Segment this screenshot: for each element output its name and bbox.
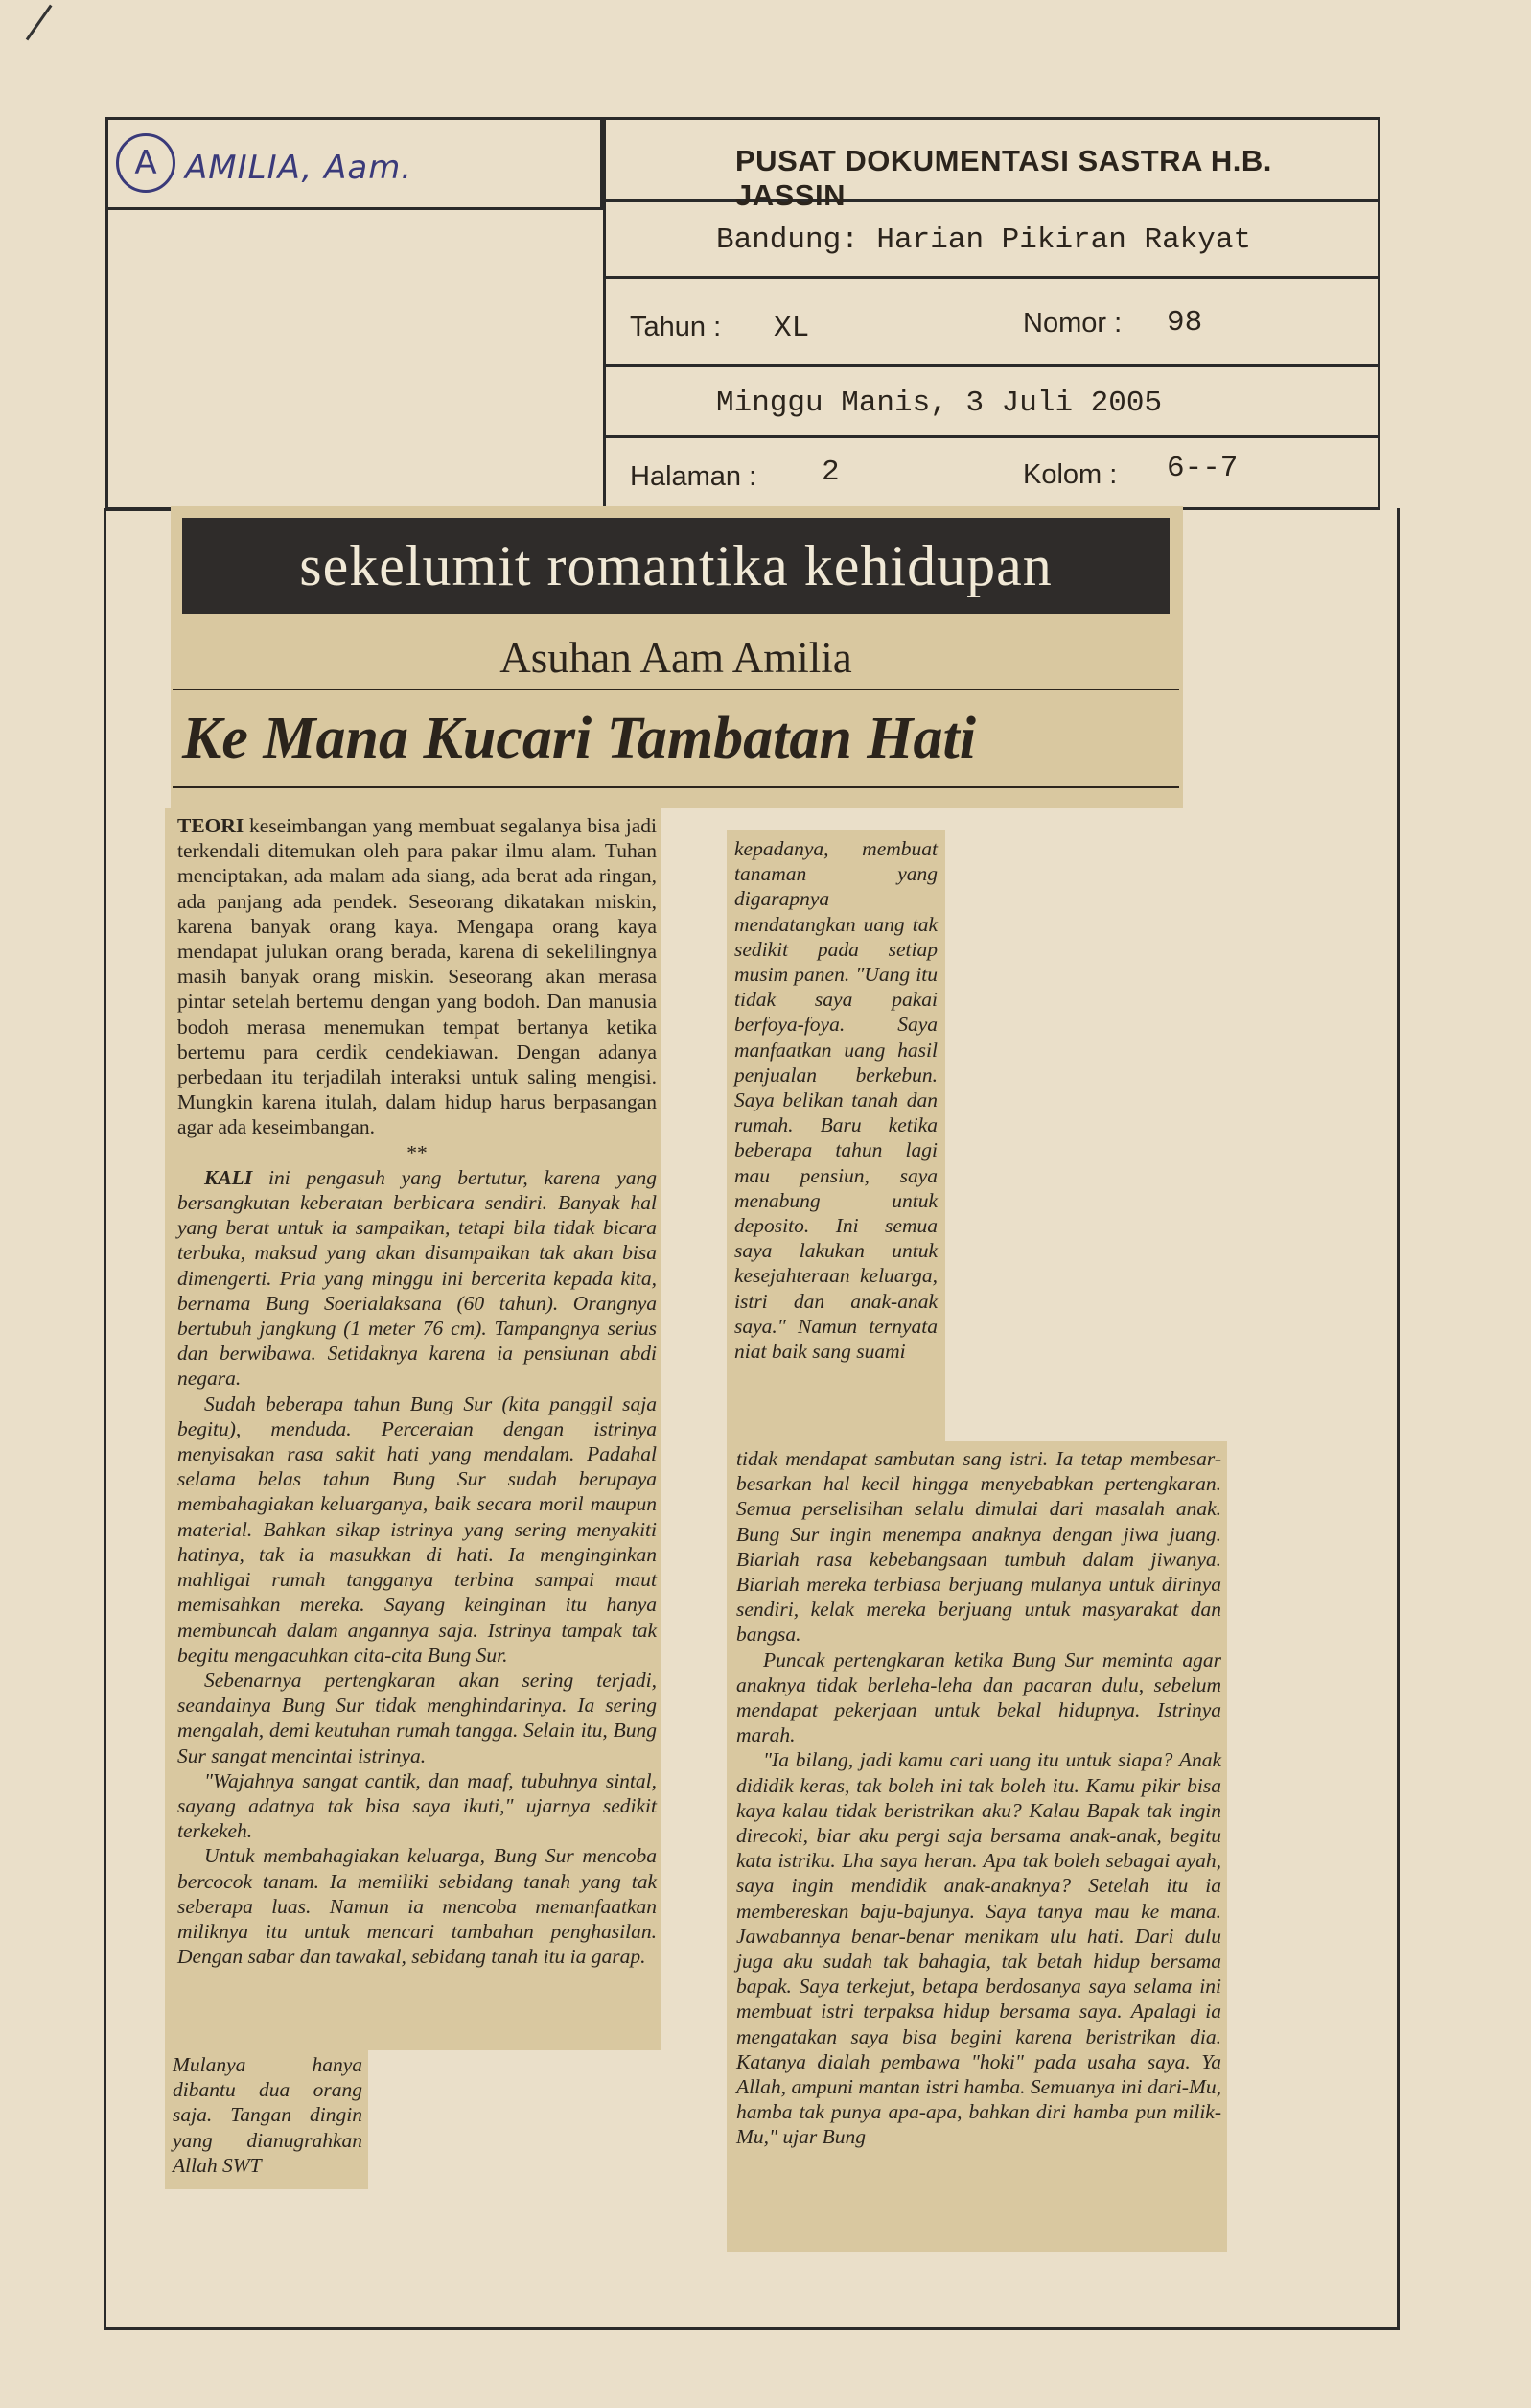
byline: Asuhan Aam Amilia (499, 634, 852, 682)
paragraph: Untuk membahagiakan keluarga, Bung Sur mencoba bercocok tanam. Ia memiliki sebidang tanah yang tak seberapa luas. Namun ia mencoba memanfaatkan miliknya itu untuk mencari tambahan penghasilan. Dengan sabar dan tawakal, sebidang tanah itu ia garap. (177, 1844, 657, 1969)
tahun-value: XL (774, 312, 810, 345)
paragraph: Sudah beberapa tahun Bung Sur (kita panggil saja begitu), menduda. Perceraian dengan istrinya menyisakan rasa sakit hati yang mendalam. Padahal selama belas tahun Bung Sur sudah berupaya membahagiakan keluarganya, baik secara moril maupun material. Bahkan sikap istrinya yang sering menyakiti hatinya, tak ia masukkan di hati. Ia menginginkan mahligai rumah tangganya terbina sampai maut memisahkan mereka. Sayang keinginan itu hanya membuncah dalam angannya saja. Istrinya tampak tak begitu mengacuhkan cita-cita Bung Sur. (177, 1391, 657, 1667)
kolom-value: 6--7 (1167, 452, 1239, 485)
stamp-row-institution (606, 120, 1380, 212)
paragraph: Mulanya hanya dibantu dua orang saja. Tangan dingin yang dianugrahkan Allah SWT (173, 2053, 362, 2177)
stamp-row-source (606, 202, 1380, 279)
paragraph: TEORI keseimbangan yang membuat segalanya bisa jadi terkendali ditemukan oleh para pakar ilmu alam. Tuhan menciptakan, ada malam ada siang, ada berat ada ringan, ada panjang ada pendek. Seseorang dikatakan miskin, karena banyak orang kaya. Mengapa orang kaya mendapat julukan orang berada, karena di sekelilingnya masih banyak orang miskin. Seseorang akan merasa pintar setelah bertemu dengan yang bodoh. Dan manusia bodoh merasa menemukan tempat bertanya ketika bertemu para cerdik cendekiawan. Dengan adanya perbedaan itu terjadilah interaksi untuk saling mengisi. Mungkin karena itulah, dalam hidup harus berpasangan agar ada keseimbangan. (177, 814, 657, 1139)
paragraph: "Wajahnya sangat cantik, dan maaf, tubuhnya sintal, sayang adatnya tak bisa saya ikuti," ujarnya sedikit terkekeh. (177, 1768, 657, 1843)
kolom-label: Kolom : (1023, 459, 1118, 490)
stamp-row-halaman (606, 438, 1380, 507)
paragraph: KALI ini pengasuh yang bertutur, karena yang bersangkutan keberatan berbicara sendiri. Banyak hal yang berat untuk ia sampaikan, tetapi bila tidak bicara terbuka, maksud yang akan disampaikan tak akan bisa dimengerti. Pria yang minggu ini bercerita kepada kita, bernama Bung Soerialaksana (60 tahun). Orangnya bertubuh jangkung (1 meter 76 cm). Tampangnya serius dan berwibawa. Setidaknya karena ia pensiunan abdi negara. (177, 1165, 657, 1391)
section-banner: sekelumit romantika kehidupan (182, 518, 1170, 614)
stamp-author-cell (108, 120, 603, 210)
stamp-row-tahun (606, 279, 1380, 367)
source-text: Bandung: Harian Pikiran Rakyat (716, 223, 1252, 257)
nomor-label: Nomor : (1023, 308, 1123, 339)
paragraph: kepadanya, membuat tanaman yang digarapnya mendatangkan uang tak sedikit pada setiap musim panen. "Uang itu tidak saya pakai berfoya-foya. Saya manfaatkan uang hasil penjualan berkebun. Saya belikan tanah dan rumah. Baru ketika beberapa tahun lagi mau pensiun, saya menabung untuk deposito. Ini semua saya lakukan untuk kesejahteraan keluarga, istri dan anak-anak saya." Namun ternyata niat baik sang suami (734, 837, 938, 1364)
paragraph: Sebenarnya pertengkaran akan sering terjadi, seandainya Bung Sur tidak menghindarinya. Ia sering mengalah, demi keutuhan rumah tangga. Selain itu, Bung Sur sangat mencintai istrinya. (177, 1668, 657, 1767)
byline-rule (173, 689, 1179, 690)
institution-name: PUSAT DOKUMENTASI SASTRA H.B. JASSIN (735, 144, 1272, 212)
headline: Ke Mana Kucari Tambatan Hati (182, 706, 976, 771)
page-tick-mark (26, 5, 53, 41)
paragraph: tidak mendapat sambutan sang istri. Ia tetap membesar-besarkan hal kecil hingga menyebabkan pertengkaran. Semua perselisihan selalu dimulai dari masalah anak. Bung Sur ingin menempa anaknya dengan jiwa juang. Biarlah rasa kebebangsaan tumbuh dalam jiwanya. Biarlah mereka terbiasa berjuang mulanya untuk dirinya sendiri, kelak mereka berjuang untuk masyarakat dan bangsa. (736, 1447, 1221, 1647)
right-narrow-column (734, 836, 938, 1364)
headline-rule (173, 786, 1179, 788)
tahun-label: Tahun : (630, 312, 722, 342)
circle-letter: A (116, 133, 175, 193)
halaman-value: 2 (822, 456, 840, 489)
stamp-row-date (606, 367, 1380, 438)
section-separator: ** (406, 1140, 428, 1164)
archive-stamp (105, 117, 1380, 510)
left-column (177, 813, 657, 1969)
nomor-value: 98 (1167, 306, 1203, 339)
paragraph: Puncak pertengkaran ketika Bung Sur meminta agar anaknya tidak berleha-leha dan pacaran dulu, sebelum mendapat pekerjaan untuk bekal hidupnya. Istrinya marah. (736, 1648, 1221, 1747)
handwritten-author: AMILIA, Aam. (185, 149, 413, 187)
halaman-label: Halaman : (630, 461, 757, 492)
right-column (736, 1446, 1221, 2150)
paragraph: "Ia bilang, jadi kamu cari uang itu untuk siapa? Anak dididik keras, tak boleh ini tak boleh itu. Kamu pikir bisa kaya kalau tidak beristrikan aku? Kalau Bapak tak ingin direcoki, biar aku pergi saja bersama anak-anak, begitu kata istriku. Lha saya heran. Apa tak boleh sebagai ayah, saya ingin mendidik anak-anaknya? Setelah itu ia membereskan baju-bajunya. Saya tanya mau ke mana. Jawabannya benar-benar menikam ulu hati. Dari dulu juga aku sudah tak bahagia, tak betah hidup bersama bapak. Saya terkejut, betapa berdosanya saya selama ini membuat istri terpaksa hidup bersama saya. Apalagi ia mengatakan saya bisa begini karena beristrikan dia. Katanya dialah pembawa "hoki" pada usaha saya. Ya Allah, ampuni mantan istri hamba. Semuanya ini dari-Mu, hamba tak punya apa-apa, bahkan diri hamba pun milik-Mu," ujar Bung (736, 1748, 1221, 2149)
left-column-tail (173, 2052, 362, 2178)
date-text: Minggu Manis, 3 Juli 2005 (716, 386, 1163, 420)
